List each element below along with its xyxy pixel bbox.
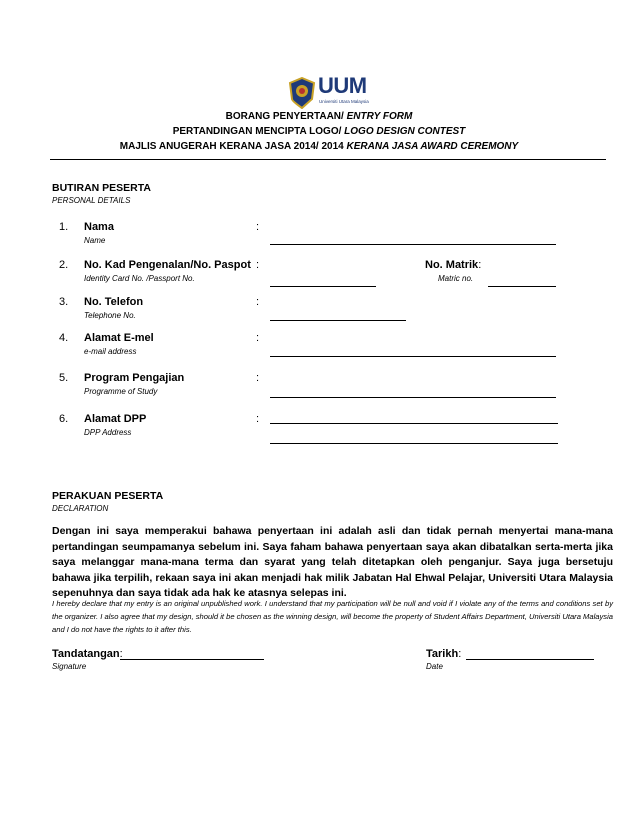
matric-colon: : <box>478 259 482 271</box>
dpp-address-line-1[interactable] <box>270 423 558 424</box>
field-number: 5. <box>59 372 69 384</box>
date-label-text: Tarikh <box>426 648 459 660</box>
field-colon: : <box>256 372 260 384</box>
field-sub-dpp: DPP Address <box>84 428 132 437</box>
field-label-email: Alamat E-mel <box>84 332 154 344</box>
field-number: 6. <box>59 413 69 425</box>
field-colon: : <box>256 296 260 308</box>
field-number: 3. <box>59 296 69 308</box>
field-number: 1. <box>59 221 69 233</box>
field-colon: : <box>256 413 260 425</box>
title-line-2-en: LOGO DESIGN CONTEST <box>344 126 466 137</box>
ic-input-line[interactable] <box>270 286 376 287</box>
field-number: 4. <box>59 332 69 344</box>
field-label-dpp: Alamat DPP <box>84 413 147 425</box>
matric-label <box>425 259 481 271</box>
uum-logo <box>288 73 374 110</box>
declaration-text-ms: Dengan ini saya memperakui bahawa penyertaan ini adalah asli dan tidak pernah menyertai mana-mana pertandingan seumpamanya sebelum ini. Saya faham bahawa penyertaan saya akan dibatalkan serta-merta jika saya melanggar mana-mana terma dan syarat yang telah ditetapkan oleh penganjur. Saya juga bersetuju bahawa jika terpilih, rekaan saya ini akan menjadi hak milik Jabatan Hal Ehwal Pelajar, Universiti Utara Malaysia sepenuhnya dan saya tidak ada hak ke atasnya selepas ini. <box>52 525 613 599</box>
title-line-1-en: ENTRY FORM <box>346 111 413 122</box>
declaration-text-en: I hereby declare that my entry is an original unpublished work. I understand that my participation will be null and void if I violate any of the terms and conditions set by the organizer. I also agree that my design, should it be chosen as the winning design, will become the property of Student Affairs Department, Universiti Utara Malaysia and I do not have the rights to it after this. <box>52 599 613 634</box>
title-line-2 <box>0 126 638 137</box>
field-number: 2. <box>59 259 69 271</box>
phone-input-line[interactable] <box>270 320 406 321</box>
logo-subtext: Universiti Utara Malaysia <box>319 99 369 104</box>
date-label <box>426 648 461 660</box>
title-line-1-ms: BORANG PENYERTAAN/ <box>225 111 344 122</box>
field-colon: : <box>256 221 260 233</box>
date-colon: : <box>458 648 462 660</box>
personal-heading: BUTIRAN PESERTA <box>52 182 151 194</box>
date-sub: Date <box>426 662 443 671</box>
field-label-name: Nama <box>84 221 114 233</box>
title-line-1 <box>0 111 638 122</box>
field-sub-ic: Identity Card No. /Passport No. <box>84 274 195 283</box>
title-line-3-en: KERANA JASA AWARD CEREMONY <box>346 141 519 152</box>
name-input-line[interactable] <box>270 244 556 245</box>
declaration-heading: PERAKUAN PESERTA <box>52 490 164 502</box>
title-line-3-ms: MAJLIS ANUGERAH KERANA JASA 2014/ 2014 <box>119 141 344 152</box>
personal-subheading: PERSONAL DETAILS <box>52 196 131 205</box>
field-sub-programme: Programme of Study <box>84 387 158 396</box>
field-label-programme: Program Pengajian <box>84 372 185 384</box>
field-colon: : <box>256 259 260 271</box>
programme-input-line[interactable] <box>270 397 556 398</box>
header-divider <box>50 159 606 160</box>
logo-text: UUM <box>318 73 367 98</box>
title-line-3 <box>0 141 638 152</box>
signature-label-text: Tandatangan <box>52 648 120 660</box>
signature-input-line[interactable] <box>120 659 264 660</box>
email-input-line[interactable] <box>270 356 556 357</box>
uum-crest-icon <box>288 77 316 109</box>
title-line-2-ms: PERTANDINGAN MENCIPTA LOGO/ <box>172 126 342 137</box>
signature-colon: : <box>119 648 123 660</box>
field-colon: : <box>256 332 260 344</box>
field-label-ic: No. Kad Pengenalan/No. Paspot <box>84 259 251 271</box>
signature-label <box>52 648 123 660</box>
field-sub-name: Name <box>84 236 106 245</box>
date-input-line[interactable] <box>466 659 594 660</box>
declaration-subheading: DECLARATION <box>52 504 109 513</box>
field-sub-email: e-mail address <box>84 347 137 356</box>
matric-input-line[interactable] <box>488 286 556 287</box>
field-sub-phone: Telephone No. <box>84 311 136 320</box>
dpp-address-line-2[interactable] <box>270 443 558 444</box>
matric-label-text: No. Matrik <box>425 259 479 271</box>
field-label-phone: No. Telefon <box>84 296 144 308</box>
signature-sub: Signature <box>52 662 87 671</box>
matric-sub: Matric no. <box>438 274 474 283</box>
